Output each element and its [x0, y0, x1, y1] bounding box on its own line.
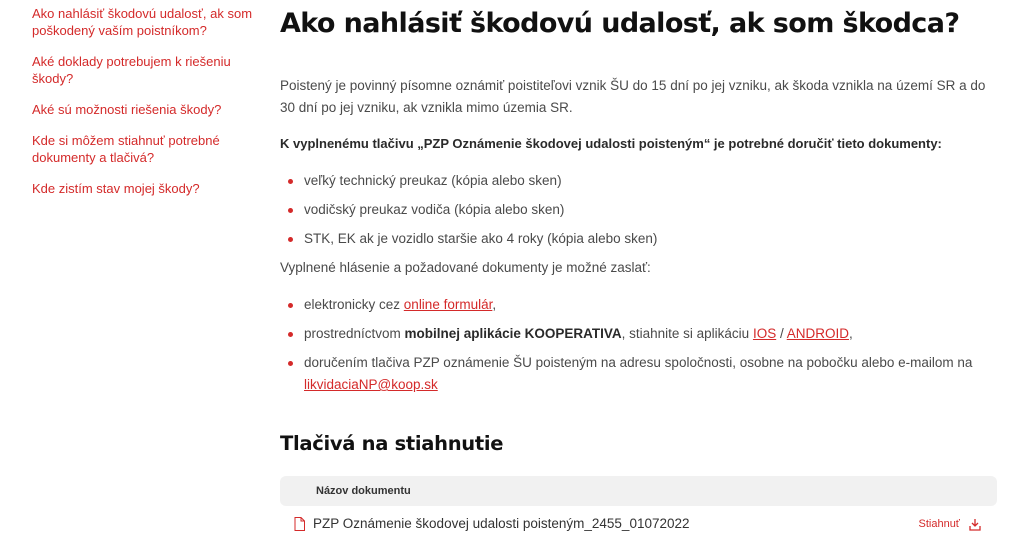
list-item [280, 228, 1000, 250]
bullet-dot [288, 361, 293, 366]
download-button[interactable] [919, 506, 982, 542]
list-item-app [280, 323, 1000, 345]
document-name: PZP Oznámenie škodovej udalosti poisteným_2455_01072022 [313, 516, 690, 531]
table-row[interactable] [280, 506, 997, 542]
list-item-text: STK, EK ak je vozidlo staršie ako 4 roky (kópia alebo sken) [304, 231, 658, 246]
bullet-dot [288, 208, 293, 213]
list-item [280, 170, 1000, 192]
list-item-electronic [280, 294, 1000, 316]
list-item-text: vodičský preukaz vodiča (kópia alebo sken) [304, 202, 565, 217]
app-prefix: prostredníctvom [304, 326, 405, 341]
sidebar-item-documents[interactable]: Aké doklady potrebujem k riešeniu škody? [32, 54, 231, 86]
sidebar-item-damaged[interactable]: Ako nahlásiť škodovú udalosť, ak som poškodený vaším poistníkom? [32, 6, 253, 38]
android-link[interactable]: ANDROID [786, 326, 849, 341]
app-name: mobilnej aplikácie KOOPERATIVA [404, 326, 622, 341]
app-middle: , stiahnite si aplikáciu [621, 326, 753, 341]
table-header [280, 476, 997, 506]
documents-table [280, 476, 997, 542]
list-item-delivery [280, 352, 1000, 396]
page-title: Ako nahlásiť škodovú udalosť, ak som škodca? [280, 8, 960, 39]
documents-heading: K vyplnenému tlačivu „PZP Oznámenie škodovej udalosti poisteným“ je potrebné doručiť tieto dokumenty: [280, 136, 942, 151]
bullet-dot [288, 303, 293, 308]
list-item [280, 199, 1000, 221]
electronic-prefix: elektronicky cez [304, 297, 404, 312]
email-link[interactable]: likvidaciaNP@koop.sk [304, 377, 438, 392]
sidebar-item-options[interactable]: Aké sú možnosti riešenia škody? [32, 102, 222, 117]
ios-link[interactable]: IOS [752, 326, 777, 341]
main-content [280, 0, 1000, 542]
documents-list [280, 170, 1000, 250]
app-suffix: , [848, 326, 853, 341]
sidebar-item-status[interactable]: Kde zistím stav mojej škody? [32, 181, 200, 196]
send-heading: Vyplnené hlásenie a požadované dokumenty je možné zaslať: [280, 260, 651, 275]
sidebar [32, 5, 262, 211]
send-options-list [280, 294, 1000, 396]
online-form-link[interactable]: online formulár [403, 297, 493, 312]
download-label: Stiahnuť [918, 518, 960, 530]
download-icon [969, 518, 981, 531]
electronic-suffix: , [492, 297, 497, 312]
delivery-text: doručením tlačiva PZP oznámenie ŠU poisteným na adresu spoločnosti, osobne na pobočku alebo e-mailom na [304, 355, 973, 370]
bullet-dot [288, 179, 293, 184]
list-item-text: veľký technický preukaz (kópia alebo sken) [304, 173, 562, 188]
file-icon [294, 517, 305, 531]
intro-paragraph: Poistený je povinný písomne oznámiť poistiteľovi vznik ŠU do 15 dní po jej vzniku, ak škoda vznikla na území SR a do 30 dní po jej vzniku, ak vznikla mimo územia SR. [280, 78, 986, 115]
column-header-name: Názov dokumentu [316, 485, 411, 497]
forms-section-title: Tlačivá na stiahnutie [280, 432, 504, 455]
app-separator: / [776, 326, 787, 341]
bullet-dot [288, 332, 293, 337]
bullet-dot [288, 237, 293, 242]
sidebar-item-download[interactable]: Kde si môžem stiahnuť potrebné dokumenty a tlačivá? [32, 133, 220, 165]
